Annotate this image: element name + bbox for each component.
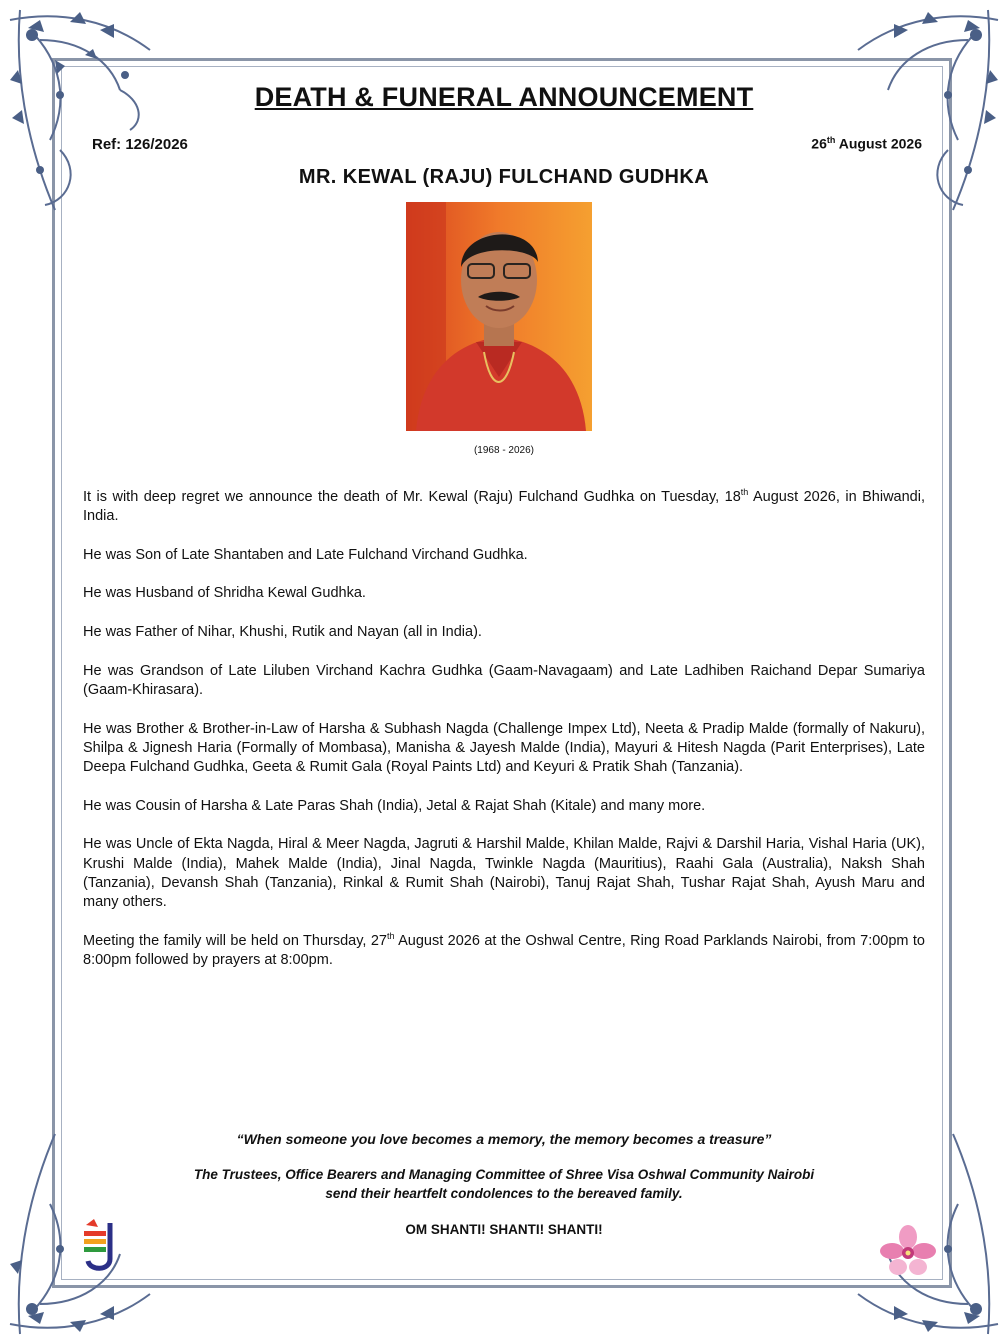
reference-number: Ref: 126/2026: [92, 136, 188, 153]
life-years: (1968 - 2026): [473, 445, 535, 456]
orchid-flower-icon: [880, 1225, 936, 1277]
memorial-quote: “When someone you love becomes a memory, the memory becomes a treasure”: [236, 1131, 772, 1147]
deceased-portrait: [406, 202, 592, 431]
page-title: DEATH & FUNERAL ANNOUNCEMENT: [254, 82, 754, 112]
condolence-line: The Trustees, Office Bearers and Managing Committee of Shree Visa Oshwal Community Nairobi: [193, 1167, 815, 1182]
paragraph-children: He was Father of Nihar, Khushi, Rutik and Nayan (all in India).: [83, 624, 482, 641]
announcement-body: [83, 488, 925, 990]
paragraph-death: It is with deep regret we announce the death of Mr. Kewal (Raju) Fulchand Gudhka on Tuesday, 18th August 2026, in Bhiwandi, India.: [83, 487, 925, 525]
condolence-message: [0, 1165, 1008, 1203]
floral-corner-ornament-icon: [0, 0, 170, 230]
paragraph-cousins: He was Cousin of Harsha & Late Paras Shah (India), Jetal & Rajat Shah (Kitale) and many more.: [83, 797, 706, 814]
paragraph-siblings: He was Brother & Brother-in-Law of Harsha & Subhash Nagda (Challenge Impex Ltd), Neeta & Pradip Malde (formally of Nakuru), Shilpa & Jignesh Haria (Formally of Mombasa), Manisha & Jayesh Malde (India), Mayuri & Hitesh Nagda (Parit Enterprises), Late Deepa Fulchand Gudhka, Geeta & Rumit Gala (Royal Paints Ltd) and Keyuri & Pratik Shah (Tanzania).: [83, 720, 925, 776]
paragraph-meeting: Meeting the family will be held on Thursday, 27th August 2026 at the Oshwal Centre, Ring Road Parklands Nairobi, from 7:00pm to 8:00pm followed by prayers at 8:00pm.: [83, 931, 925, 969]
paragraph-parents: He was Son of Late Shantaben and Late Fulchand Virchand Gudhka.: [83, 546, 528, 563]
floral-corner-ornament-icon: [838, 0, 1008, 230]
condolence-line: send their heartfelt condolences to the bereaved family.: [325, 1186, 683, 1201]
paragraph-spouse: He was Husband of Shridha Kewal Gudhka.: [83, 585, 366, 602]
closing-prayer: OM SHANTI! SHANTI! SHANTI!: [405, 1222, 603, 1237]
deceased-name: MR. KEWAL (RAJU) FULCHAND GUDHKA: [298, 166, 710, 188]
paragraph-grandparents: He was Grandson of Late Liluben Virchand Kachra Gudhka (Gaam-Navagaam) and Late Ladhiben Raichand Depar Sumariya (Gaam-Khirasara).: [83, 662, 925, 698]
paragraph-nieces-nephews: He was Uncle of Ekta Nagda, Hiral & Meer Nagda, Jagruti & Harshil Malde, Khilan Malde, Rajvi & Darshil Haria, Vishal Haria (UK), Krushi Malde (India), Mahek Malde (India), Jinal Nagda, Twinkle Nagda (Mauritius), Raahi Gala (Australia), Naksh Shah (Tanzania), Devansh Shah (Tanzania), Rinkal & Rumit Shah (Nairobi), Tanuj Rajat Shah, Tushar Rajat Shah, Ayush Maru and many others.: [83, 836, 925, 911]
announcement-date: 26th August 2026: [811, 135, 922, 152]
community-logo-icon: [80, 1217, 120, 1275]
